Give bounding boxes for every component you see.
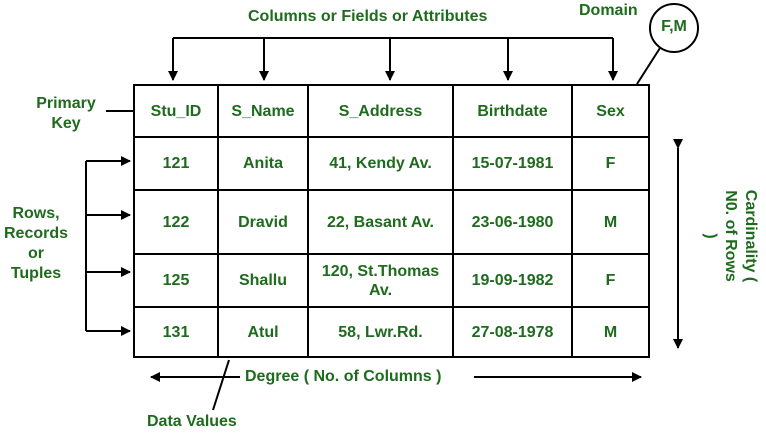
table-cell: Shallu bbox=[238, 272, 287, 289]
rows-line-1: Rows, bbox=[12, 205, 60, 222]
table-cell: 125 bbox=[162, 272, 190, 289]
data-values-pointer bbox=[213, 360, 229, 410]
primary-key-label bbox=[26, 94, 106, 134]
domain-label: Domain bbox=[579, 2, 638, 19]
cardinality-label: Cardinality ( N0. of Rows ) bbox=[702, 189, 759, 283]
table-cell: 131 bbox=[162, 323, 190, 341]
domain-pointer bbox=[637, 48, 660, 84]
table-cell: Anita bbox=[243, 155, 283, 172]
rows-bracket bbox=[86, 161, 130, 331]
header-birthdate: Birthdate bbox=[477, 102, 548, 120]
cardinality-label-box bbox=[696, 190, 764, 290]
table-cell: 122 bbox=[162, 213, 190, 231]
primary-key-line-1: Primary bbox=[36, 95, 96, 112]
header-s-address: S_Address bbox=[338, 102, 423, 120]
table-cell: 23-06-1980 bbox=[471, 213, 554, 231]
table-cell: 121 bbox=[162, 155, 190, 172]
rows-line-4: Tuples bbox=[10, 265, 62, 282]
table-cell: 27-08-1978 bbox=[471, 323, 554, 341]
rows-label bbox=[0, 204, 72, 284]
table-cell: F bbox=[605, 272, 616, 289]
table-cell: 19-09-1982 bbox=[471, 272, 554, 289]
header-stu-id: Stu_ID bbox=[150, 102, 202, 120]
domain-values: F,M bbox=[661, 18, 687, 35]
table-cell: M bbox=[603, 213, 618, 231]
primary-key-line-2: Key bbox=[51, 115, 81, 132]
table-cell: Atul bbox=[247, 323, 279, 341]
table-cell: 120, St.Thomas Av. bbox=[321, 262, 440, 299]
header-s-name: S_Name bbox=[231, 102, 295, 120]
rows-line-2: Records bbox=[3, 225, 69, 242]
table-cell: F bbox=[605, 155, 616, 172]
table-cell: 41, Kendy Av. bbox=[329, 155, 432, 172]
rows-line-3: or bbox=[28, 245, 44, 262]
table-cell: 15-07-1981 bbox=[471, 155, 554, 172]
columns-label: Columns or Fields or Attributes bbox=[248, 8, 488, 25]
header-sex: Sex bbox=[596, 102, 625, 120]
table-cell: 22, Basant Av. bbox=[326, 213, 434, 231]
table-cell: 58, Lwr.Rd. bbox=[338, 323, 423, 341]
table-cell: Dravid bbox=[238, 213, 288, 231]
table-cell: M bbox=[603, 323, 618, 341]
degree-label: Degree ( No. of Columns ) bbox=[245, 368, 442, 385]
columns-bracket bbox=[173, 38, 613, 80]
data-values-label: Data Values bbox=[147, 413, 237, 430]
